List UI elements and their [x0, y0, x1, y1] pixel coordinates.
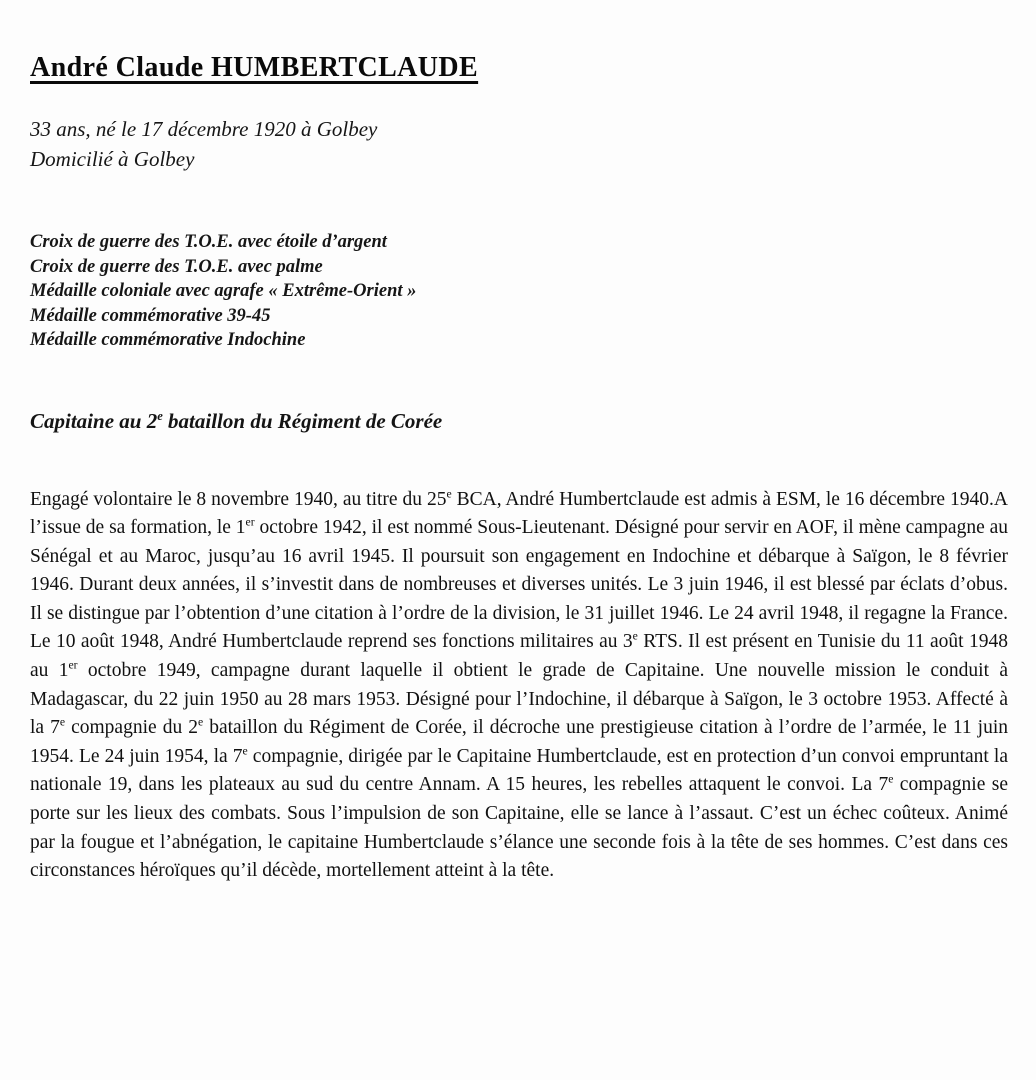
document-title: André Claude HUMBERTCLAUDE — [30, 52, 479, 83]
identity-line-residence: Domicilié à Golbey — [30, 147, 195, 171]
identity-block — [30, 114, 1008, 174]
decoration-line: Croix de guerre des T.O.E. avec étoile d’argent — [30, 232, 387, 252]
decorations-list — [30, 230, 1008, 353]
decoration-line: Médaille commémorative 39-45 — [30, 305, 271, 326]
rank-heading: Capitaine au 2e bataillon du Régiment de Corée — [30, 408, 443, 433]
identity-line-age-birth: 33 ans, né le 17 décembre 1920 à Golbey — [30, 117, 378, 141]
decoration-line: Médaille coloniale avec agrafe « Extrême-Orient » — [30, 281, 417, 301]
decoration-line: Croix de guerre des T.O.E. avec palme — [30, 256, 323, 277]
decoration-line: Médaille commémorative Indochine — [30, 330, 306, 350]
biography-paragraph: Engagé volontaire le 8 novembre 1940, au titre du 25e BCA, André Humbertclaude est admis à ESM, le 16 décembre 1940.A l’issue de sa formation, le 1er octobre 1942, il est nommé Sous-Lieutenant. Désigné pour servir en AOF, il mène campagne au Sénégal et au Maroc, jusqu’au 16 avril 1945. Il poursuit son engagement en Indochine et débarque à Saïgon, le 8 février 1946. Durant deux années, il s’investit dans de nombreuses et diverses unités. Le 3 juin 1946, il est blessé par éclats d’obus. Il se distingue par l’obtention d’une citation à l’ordre de la division, le 31 juillet 1946. Le 24 avril 1948, il regagne la France. Le 10 août 1948, André Humbertclaude reprend ses fonctions militaires au 3e RTS. Il est présent en Tunisie du 11 août 1948 au 1er octobre 1949, campagne durant laquelle il obtient le grade de Capitaine. Une nouvelle mission le conduit à Madagascar, du 22 juin 1950 au 28 mars 1953. Désigné pour l’Indochine, il débarque à Saïgon, le 3 octobre 1953. Affecté à la 7e compagnie du 2e bataillon du Régiment de Corée, il décroche une prestigieuse citation à l’ordre de l’armée, le 11 juin 1954. Le 24 juin 1954, la 7e compagnie, dirigée par le Capitaine Humbertclaude, est en protection d’un convoi empruntant la nationale 19, dans les plateaux au sud du centre Annam. A 15 heures, les rebelles attaquent le convoi. La 7e compagnie se porte sur les lieux des combats. Sous l’impulsion de son Capitaine, elle se lance à l’assaut. C’est un échec coûteux. Animé par la fougue et l’abnégation, le capitaine Humbertclaude s’élance une seconde fois à la tête de ses hommes. C’est dans ces circonstances héroïques qu’il décède, mortellement atteint à la tête. — [30, 487, 1009, 882]
